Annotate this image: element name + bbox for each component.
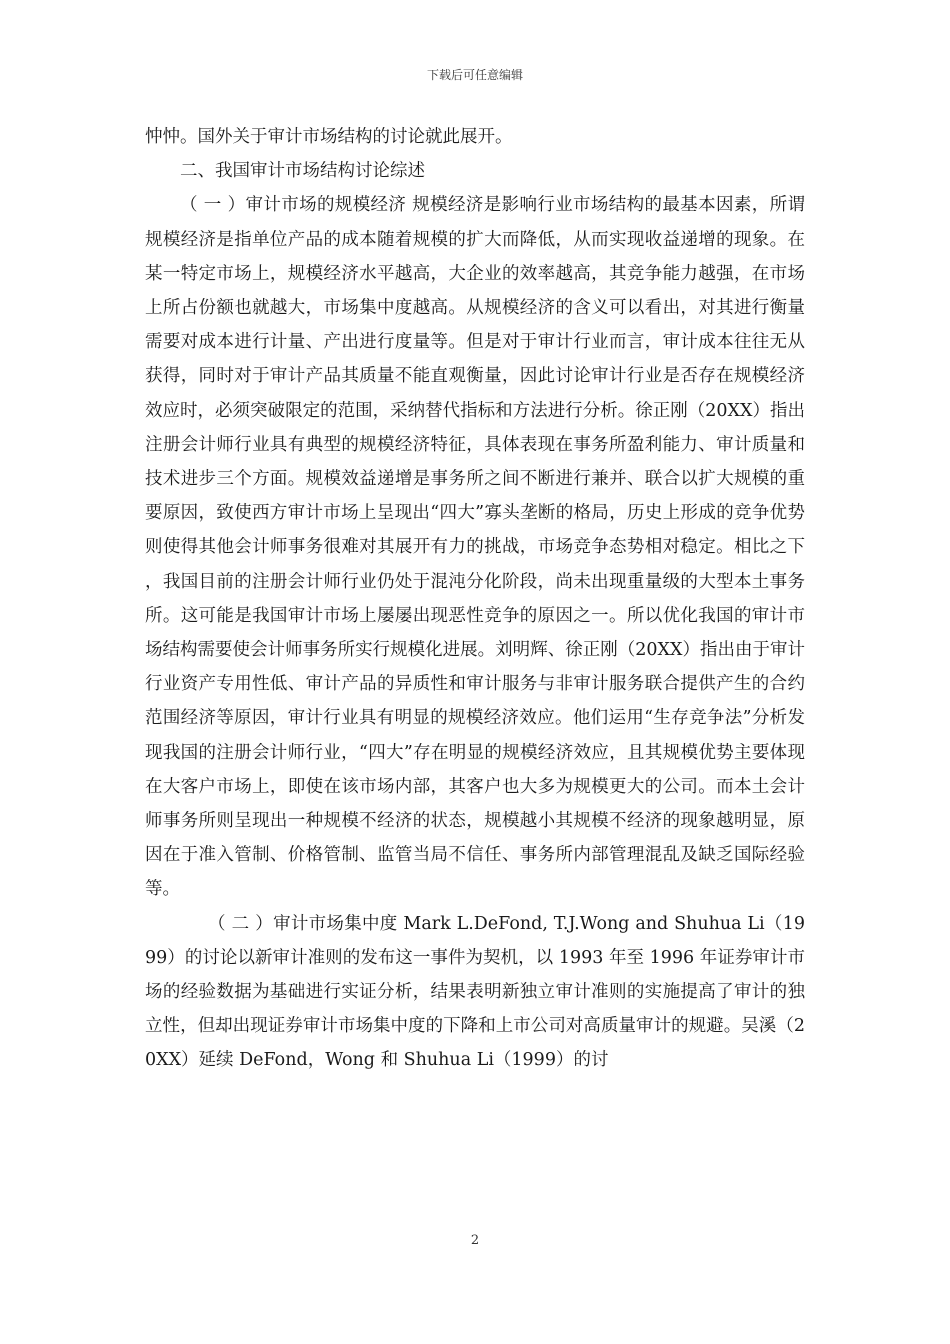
paragraph-market-concentration: （ 二 ）审计市场集中度 Mark L.DeFond, T.J.Wong and Shuhua Li（1999）的讨论以新审计准则的发布这一事件为契机，以 1993 年至 1996 年证券审计市场的经验数据为基础进行实证分析，结果表明新独立审计准则的实施提高了审计的独立性，但却出现证券审计市场集中度的下降和上市公司对高质量审计的规避。吴溪（20XX）延续 DeFond，Wong 和 Shuhua Li（1999）的讨 — [145, 913, 805, 1071]
paragraph-continuation: 忡忡。国外关于审计市场结构的讨论就此展开。 — [145, 127, 513, 147]
section-heading: 二、我国审计市场结构讨论综述 — [180, 161, 425, 182]
page-number: 2 — [470, 1233, 480, 1248]
paragraph-economies-of-scale: （ 一 ）审计市场的规模经济 规模经济是影响行业市场结构的最基本因素，所谓规模经济是指单位产品的成本随着规模的扩大而降低，从而实现收益递增的现象。在某一特定市场上，规模经济水平越高，大企业的效率越高，其竞争能力越强，在市场上所占份额也就越大，市场集中度越高。从规模经济的含义可以看出，对其进行衡量需要对成本进行计量、产出进行度量等。但是对于审计行业而言，审计成本往往无从获得，同时对于审计产品其质量不能直观衡量，因此讨论审计行业是否存在规模经济效应时，必须突破限定的范围，采纳替代指标和方法进行分析。徐正刚（20XX）指出注册会计师行业具有典型的规模经济特征，具体表现在事务所盈利能力、审计质量和技术进步三个方面。规模效益递增是事务所之间不断进行兼并、联合以扩大规模的重要原因，致使西方审计市场上呈现出“四大”寡头垄断的格局，历史上形成的竞争优势则使得其他会计师事务很难对其展开有力的挑战，市场竞争态势相对稳定。相比之下，我国目前的注册会计师行业仍处于混沌分化阶段，尚未出现重量级的大型本土事务所。这可能是我国审计市场上屡屡出现恶性竞争的原因之一。所以优化我国的审计市场结构需要使会计师事务所实行规模化进展。刘明辉、徐正刚（20XX）指出由于审计行业资产专用性低、审计产品的异质性和审计服务与非审计服务联合提供产生的合约范围经济等原因，审计行业具有明显的规模经济效应。他们运用“生存竞争法”分析发现我国的注册会计师行业，“四大”存在明显的规模经济效应，且其规模优势主要体现在大客户市场上，即使在该市场内部，其客户也大多为规模更大的公司。而本土会计师事务所则呈现出一种规模不经济的状态，规模越小其规模不经济的现象越明显，原因在于准入管制、价格管制、监管当局不信任、事务所内部管理混乱及缺乏国际经验等。 — [145, 195, 805, 900]
page-header: 下载后可任意编辑 — [426, 68, 523, 82]
document-body — [145, 120, 805, 1078]
